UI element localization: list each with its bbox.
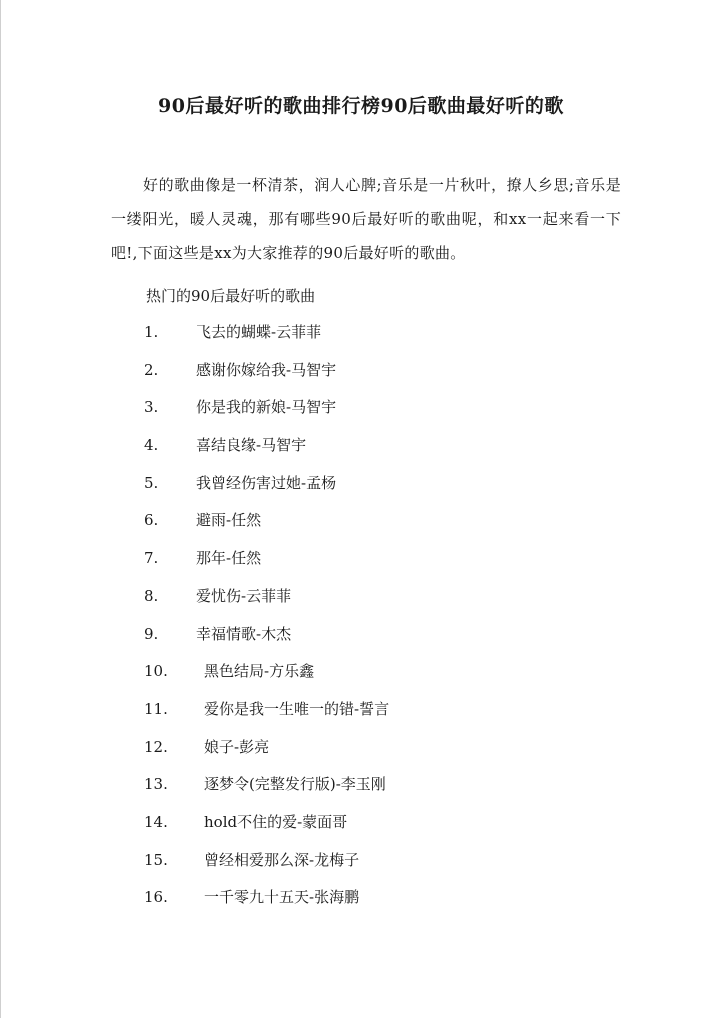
song-title: 感谢你嫁给我-马智宇	[196, 360, 337, 379]
list-item	[1, 657, 720, 695]
song-title: 爱忧伤-云菲菲	[196, 586, 292, 605]
song-number: 1.	[144, 323, 159, 341]
list-item	[1, 620, 720, 658]
list-item	[1, 695, 720, 733]
song-number: 9.	[144, 624, 159, 643]
song-title: 你是我的新娘-马智宇	[196, 398, 337, 417]
song-number: 5.	[144, 473, 159, 492]
list-item	[1, 469, 720, 507]
song-title: 黑色结局-方乐鑫	[204, 662, 315, 681]
song-title: 幸福情歌-木杰	[196, 624, 292, 643]
song-number: 3.	[144, 398, 159, 417]
song-number: 6.	[144, 511, 159, 530]
song-number: 2.	[144, 360, 159, 379]
list-item	[1, 393, 720, 431]
song-number: 4.	[144, 436, 159, 455]
song-number: 10.	[144, 662, 168, 681]
list-item	[1, 846, 720, 884]
song-number: 11.	[144, 699, 168, 718]
song-title: 避雨-任然	[196, 511, 262, 530]
list-item	[1, 318, 720, 356]
song-title: 飞去的蝴蝶-云菲菲	[196, 323, 322, 341]
song-title: 娘子-彭亮	[204, 737, 270, 756]
list-item	[1, 808, 720, 846]
song-number: 13.	[144, 775, 168, 794]
song-title: hold不住的爱-蒙面哥	[204, 812, 348, 831]
song-number: 7.	[144, 549, 159, 568]
song-title: 我曾经伤害过她-孟杨	[196, 473, 337, 492]
song-number: 12.	[144, 737, 168, 756]
list-item	[1, 544, 720, 582]
list-item	[1, 582, 720, 620]
song-number: 8.	[144, 586, 159, 605]
list-item	[1, 733, 720, 771]
song-number: 16.	[144, 888, 168, 907]
song-title: 一千零九十五天-张海鹏	[204, 888, 360, 907]
song-number: 14.	[144, 812, 168, 831]
list-item	[1, 883, 720, 921]
list-item	[1, 770, 720, 808]
song-list	[1, 318, 720, 921]
page-title: 90后最好听的歌曲排行榜90后歌曲最好听的歌	[158, 95, 564, 117]
song-number: 15.	[144, 850, 168, 869]
list-item	[1, 506, 720, 544]
song-title: 逐梦令(完整发行版)-李玉刚	[204, 775, 386, 794]
song-title: 喜结良缘-马智宇	[196, 436, 307, 455]
song-title: 爱你是我一生唯一的错-誓言	[204, 699, 390, 718]
song-title: 那年-任然	[196, 549, 262, 568]
intro-paragraph: 好的歌曲像是一杯清茶，润人心脾;音乐是一片秋叶，撩人乡思;音乐是一缕阳光，暖人灵魂，那有哪些90后最好听的歌曲呢，和xx一起来看一下吧!,下面这些是xx为大家推荐的90后最好听的歌曲。	[111, 176, 621, 262]
section-heading: 热门的90后最好听的歌曲	[146, 287, 316, 305]
song-title: 曾经相爱那么深-龙梅子	[204, 850, 360, 869]
list-item	[1, 431, 720, 469]
list-item	[1, 356, 720, 394]
